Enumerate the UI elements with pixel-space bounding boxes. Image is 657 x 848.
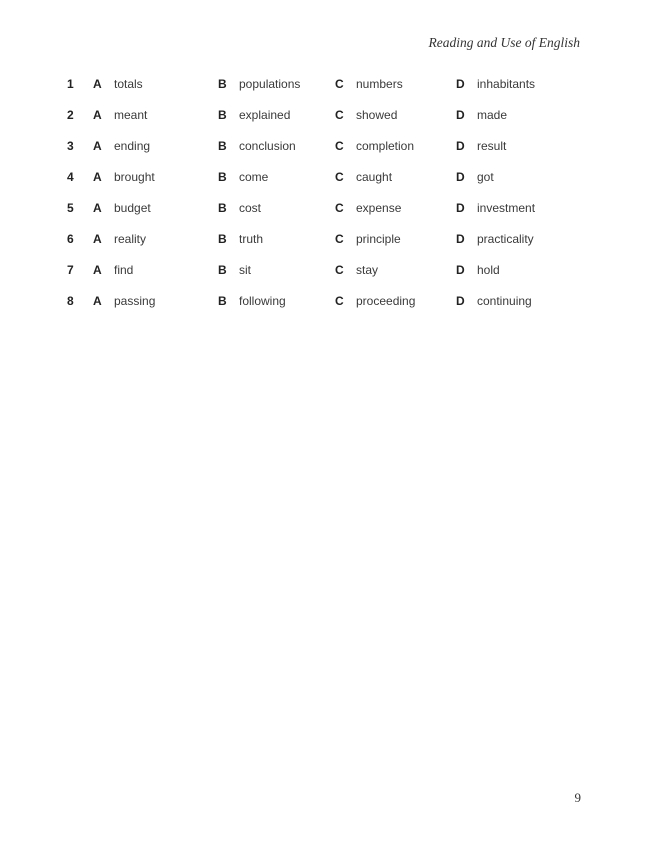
question-row-5 bbox=[0, 200, 657, 231]
question-number: 2 bbox=[67, 108, 74, 122]
option-letter-b: B bbox=[218, 139, 227, 153]
option-d: practicality bbox=[477, 232, 534, 246]
option-d: continuing bbox=[477, 294, 532, 308]
option-b: conclusion bbox=[239, 139, 296, 153]
option-c: stay bbox=[356, 263, 379, 277]
multiple-choice-options bbox=[0, 76, 657, 324]
option-d: inhabitants bbox=[477, 77, 536, 91]
option-letter-c: C bbox=[335, 77, 344, 91]
option-letter-c: C bbox=[335, 294, 344, 308]
option-a: brought bbox=[114, 170, 155, 184]
option-letter-d: D bbox=[456, 77, 465, 91]
option-c: showed bbox=[356, 108, 398, 122]
option-c: numbers bbox=[356, 77, 403, 91]
option-a: reality bbox=[114, 232, 147, 246]
option-letter-a: A bbox=[93, 108, 102, 122]
option-letter-b: B bbox=[218, 77, 227, 91]
question-number: 8 bbox=[67, 294, 74, 308]
option-letter-a: A bbox=[93, 294, 102, 308]
option-letter-a: A bbox=[93, 263, 102, 277]
option-d: made bbox=[477, 108, 508, 122]
option-letter-d: D bbox=[456, 263, 465, 277]
option-b: come bbox=[239, 170, 269, 184]
option-b: following bbox=[239, 294, 286, 308]
running-header: Reading and Use of English bbox=[428, 35, 580, 50]
question-row-2 bbox=[0, 107, 657, 138]
option-letter-a: A bbox=[93, 201, 102, 215]
option-letter-d: D bbox=[456, 139, 465, 153]
option-letter-b: B bbox=[218, 170, 227, 184]
option-a: budget bbox=[114, 201, 151, 215]
page-number: 9 bbox=[574, 790, 581, 805]
option-letter-d: D bbox=[456, 108, 465, 122]
option-c: completion bbox=[356, 139, 415, 153]
option-a: totals bbox=[114, 77, 143, 91]
option-letter-d: D bbox=[456, 170, 465, 184]
question-number: 3 bbox=[67, 139, 74, 153]
option-a: passing bbox=[114, 294, 156, 308]
option-letter-a: A bbox=[93, 170, 102, 184]
question-number: 7 bbox=[67, 263, 74, 277]
question-number: 6 bbox=[67, 232, 74, 246]
question-number: 1 bbox=[67, 77, 74, 91]
question-row-4 bbox=[0, 169, 657, 200]
option-letter-d: D bbox=[456, 201, 465, 215]
option-letter-c: C bbox=[335, 139, 344, 153]
option-letter-a: A bbox=[93, 77, 102, 91]
option-d: investment bbox=[477, 201, 536, 215]
option-d: got bbox=[477, 170, 494, 184]
option-a: ending bbox=[114, 139, 151, 153]
option-c: principle bbox=[356, 232, 401, 246]
option-letter-d: D bbox=[456, 294, 465, 308]
option-a: meant bbox=[114, 108, 148, 122]
option-letter-b: B bbox=[218, 232, 227, 246]
question-row-1 bbox=[0, 76, 657, 107]
option-b: truth bbox=[239, 232, 264, 246]
option-d: hold bbox=[477, 263, 500, 277]
option-letter-c: C bbox=[335, 170, 344, 184]
option-b: cost bbox=[239, 201, 262, 215]
option-letter-c: C bbox=[335, 232, 344, 246]
question-number: 5 bbox=[67, 201, 74, 215]
option-a: find bbox=[114, 263, 134, 277]
question-row-6 bbox=[0, 231, 657, 262]
option-b: sit bbox=[239, 263, 251, 277]
option-c: caught bbox=[356, 170, 393, 184]
question-number: 4 bbox=[67, 170, 74, 184]
question-row-3 bbox=[0, 138, 657, 169]
option-letter-b: B bbox=[218, 108, 227, 122]
option-letter-c: C bbox=[335, 263, 344, 277]
option-c: expense bbox=[356, 201, 402, 215]
option-letter-d: D bbox=[456, 232, 465, 246]
option-letter-c: C bbox=[335, 108, 344, 122]
option-letter-a: A bbox=[93, 139, 102, 153]
question-row-8 bbox=[0, 293, 657, 324]
option-letter-a: A bbox=[93, 232, 102, 246]
option-letter-b: B bbox=[218, 201, 227, 215]
option-b: populations bbox=[239, 77, 301, 91]
option-b: explained bbox=[239, 108, 291, 122]
option-c: proceeding bbox=[356, 294, 416, 308]
option-letter-b: B bbox=[218, 263, 227, 277]
option-letter-c: C bbox=[335, 201, 344, 215]
option-letter-b: B bbox=[218, 294, 227, 308]
question-row-7 bbox=[0, 262, 657, 293]
option-d: result bbox=[477, 139, 507, 153]
